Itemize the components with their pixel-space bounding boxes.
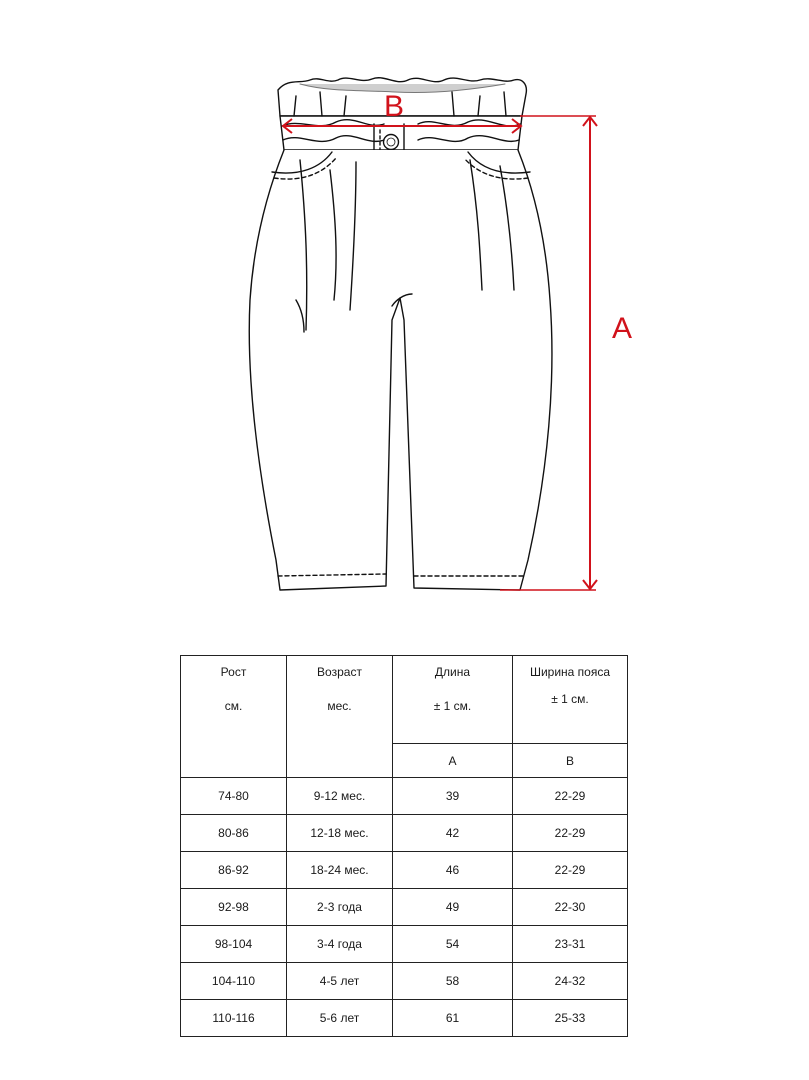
table-row — [181, 852, 628, 889]
header-height-title: Рост — [220, 665, 247, 679]
size-table — [180, 655, 628, 1037]
cell-height: 104-110 — [181, 963, 287, 1000]
table-row — [181, 963, 628, 1000]
cell-length: 61 — [393, 1000, 513, 1037]
cell-age: 3-4 года — [287, 926, 393, 963]
label-length: A — [612, 312, 633, 345]
cell-height: 92-98 — [181, 889, 287, 926]
header-height-unit: см. — [224, 699, 243, 713]
cell-length: 42 — [393, 815, 513, 852]
cell-height: 86-92 — [181, 852, 287, 889]
header-waist-title: Ширина пояса — [529, 665, 611, 679]
cell-waist: 22-29 — [513, 815, 628, 852]
cell-height: 98-104 — [181, 926, 287, 963]
header-height — [181, 656, 287, 778]
cell-waist: 22-29 — [513, 778, 628, 815]
table-row — [181, 926, 628, 963]
header-age-title: Возраст — [317, 665, 362, 679]
cell-age: 18-24 мес. — [287, 852, 393, 889]
header-length — [393, 656, 513, 744]
cell-age: 4-5 лет — [287, 963, 393, 1000]
header-waist-unit: ± 1 см. — [551, 692, 589, 706]
header-age — [287, 656, 393, 778]
pants-outline — [249, 150, 552, 590]
cell-waist: 22-30 — [513, 889, 628, 926]
table-row — [181, 778, 628, 815]
cell-waist: 25-33 — [513, 1000, 628, 1037]
header-age-unit: мес. — [327, 699, 352, 713]
header-length-title: Длина — [434, 665, 471, 679]
cell-length: 46 — [393, 852, 513, 889]
label-waist: B — [384, 90, 405, 123]
cell-height: 74-80 — [181, 778, 287, 815]
cell-age: 12-18 мес. — [287, 815, 393, 852]
table-row — [181, 1000, 628, 1037]
cell-height: 80-86 — [181, 815, 287, 852]
cell-length: 54 — [393, 926, 513, 963]
cell-age: 2-3 года — [287, 889, 393, 926]
cell-waist: 24-32 — [513, 963, 628, 1000]
cell-length: 58 — [393, 963, 513, 1000]
header-length-unit: ± 1 см. — [433, 699, 472, 713]
cell-waist: 23-31 — [513, 926, 628, 963]
table-row — [181, 815, 628, 852]
cell-length: 49 — [393, 889, 513, 926]
cell-height: 110-116 — [181, 1000, 287, 1037]
cell-age: 9-12 мес. — [287, 778, 393, 815]
table-row — [181, 889, 628, 926]
header-waist — [513, 656, 628, 744]
header-length-code: A — [393, 744, 513, 778]
cell-waist: 22-29 — [513, 852, 628, 889]
cell-length: 39 — [393, 778, 513, 815]
header-waist-code: B — [513, 744, 628, 778]
cell-age: 5-6 лет — [287, 1000, 393, 1037]
